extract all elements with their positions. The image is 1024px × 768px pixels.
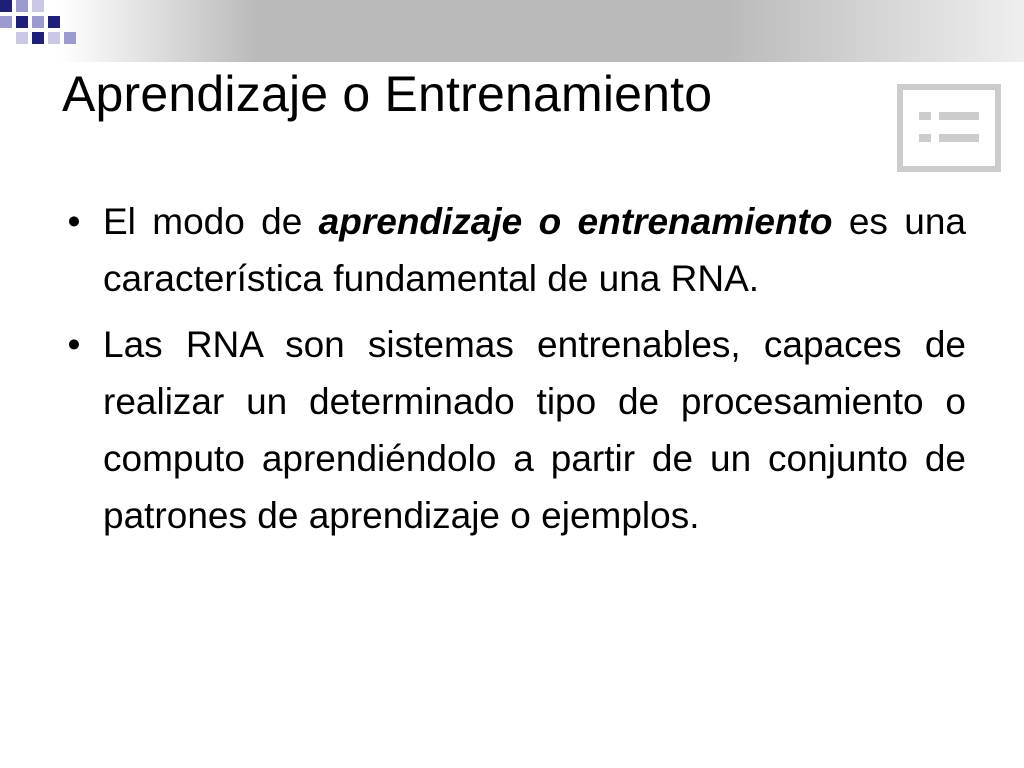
bullet-list	[60, 193, 966, 553]
list-icon	[897, 84, 1001, 172]
bullet-item	[60, 193, 966, 307]
bullet-icon: •	[67, 201, 81, 242]
bullet-item	[60, 316, 966, 544]
slide-title: Aprendizaje o Entrenamiento	[62, 66, 713, 122]
bullet-text: Las RNA son sistemas entrenables, capaces de realizar un determinado tipo de procesamiento o computo aprendiéndolo a partir de un conjunto de patrones de aprendizaje o ejemplos.	[103, 324, 966, 536]
bullet-emphasis: aprendizaje o entrenamiento	[318, 201, 833, 242]
bullet-text-before: El modo de	[103, 201, 319, 242]
corner-squares-logo	[0, 0, 84, 70]
bullet-icon: •	[67, 324, 81, 365]
bullet-text-after: es una característica fundamental de una RNA.	[103, 201, 966, 299]
header-band	[0, 0, 1024, 62]
